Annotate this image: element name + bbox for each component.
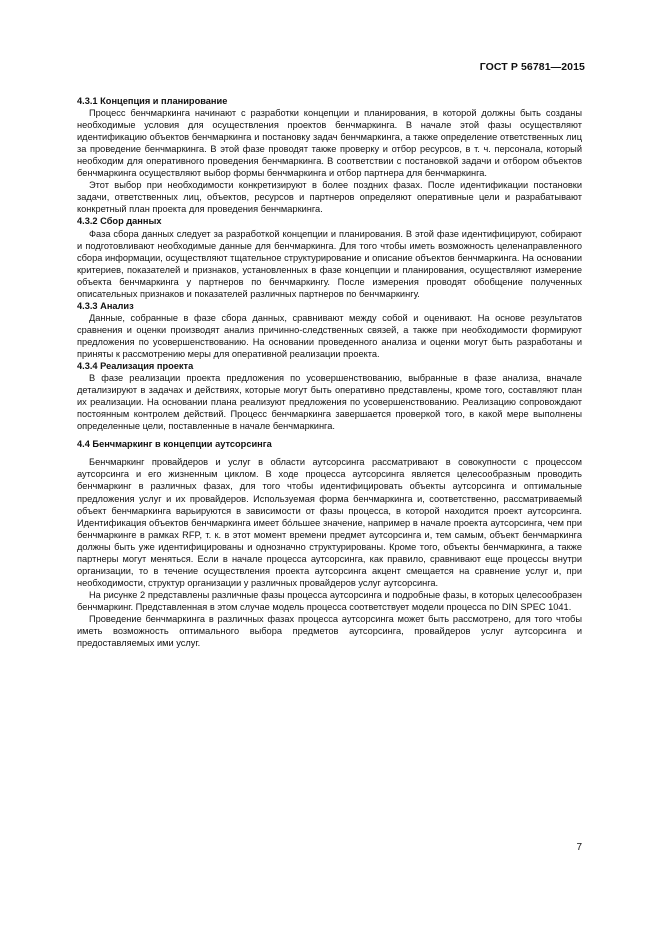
page-content	[77, 95, 582, 649]
paragraph: Фаза сбора данных следует за разработкой концепции и планирования. В этой фазе идентифицируют, собирают и подготовливают необходимые данные для бенчмаркинга. Для того чтобы иметь возможность целенаправленного сбора информации, осуществляют тщательное структурирование и описание объектов бенчмаркинга. На основании критериев, показателей и признаков, установленных в фазе концепции и планирования, осуществляют измерение объекта бенчмаркинга у партнеров по бенчмаркингу. После измерения проводят обобщение полученных описательных признаков и показателей различных партнеров по бенчмаркингу.	[77, 228, 582, 299]
paragraph: На рисунке 2 представлены различные фазы процесса аутсорсинга и подробные фазы, в которых целесообразен бенчмаркинг. Представленная в этом случае модель процесса соответствует модели процесса по DIN SPEC 1041.	[77, 589, 582, 612]
paragraph: Процесс бенчмаркинга начинают с разработки концепции и планирования, в которой должны быть созданы необходимые условия для осуществления проектов бенчмаркинга. В начале этой фазы осуществляют идентификацию объектов бенчмаркинга и постановку задач бенчмаркинга, а также определение ответственных лиц за проведение бенчмаркинга. В этой фазе проводят также проверку и отбор ресурсов, в т. ч. персонала, который необходим для оперативного проведения бенчмаркинга. В соответствии с постановкой задачи и отбором объектов бенчмаркинга осуществляют выбор формы бенчмаркинга и отбор партнера для бенчмаркинга.	[77, 108, 582, 179]
standard-number: ГОСТ Р 56781—2015	[479, 61, 585, 73]
section-heading-4-3-2: 4.3.2 Сбор данных	[77, 216, 162, 227]
paragraph: Проведение бенчмаркинга в различных фазах процесса аутсорсинга может быть рассмотрено, для того чтобы иметь возможность оптимального выбора предметов аутсорсинга, провайдеров услуг аутсорсинга и предоставляемых ими услуг.	[77, 613, 582, 649]
section-heading-4-3-3: 4.3.3 Анализ	[77, 300, 134, 311]
paragraph: Этот выбор при необходимости конкретизируют в более поздних фазах. После идентификации постановки задачи, ответственных лиц, объектов, ресурсов и партнеров определяют оперативные цели и разрабатывают конкретный план проекта для проведения бенчмаркинга.	[77, 180, 582, 215]
section-heading-4-4: 4.4 Бенчмаркинг в концепции аутсорсинга	[77, 439, 272, 450]
paragraph: Бенчмаркинг провайдеров и услуг в области аутсорсинга рассматривают в совокупности с процессом аутсорсинга и его жизненным циклом. В ходе процесса аутсорсинга является целесообразным проводить бенчмаркинг в различных фазах, для того чтобы идентифицировать объекты аутсорсинга и оптимальные предложения услуг и их провайдеров. Используемая форма бенчмаркинга и, соответственно, рассматриваемый объект бенчмаркинга варьируются в зависимости от фазы процесса, в которой находится проект аутсорсинга. Идентификация объектов бенчмаркинга имеет бо́льшее значение, например в начале проекта аутсорсинга, чем при бенчмаркинге в рамках RFP, т. к. в этот момент времени предмет аутсорсинга и, тем самым, объект бенчмаркинга должны быть уже идентифицированы и однозначно структурированы. Кроме того, объекты бенчмаркинга, а также партнеры могут меняться. Если в начале процесса аутсорсинга, как правило, сравнивают еще процессы внутри организации, то в течение осуществления проекта аутсорсинга акцент смещается на сравнение услуг и, при необходимости, структур организации у различных провайдеров услуг аутсорсинга.	[77, 457, 582, 588]
paragraph: Данные, собранные в фазе сбора данных, сравнивают между собой и оценивают. На основе результатов сравнения и оценки производят анализ причинно-следственных связей, а также при необходимости формируют предложения по усовершенствованию. На основании проведенного анализа и оценки могут быть разработаны и приняты к рассмотрению меры для оперативной реализации проекта.	[77, 312, 582, 359]
section-heading-4-3-4: 4.3.4 Реализация проекта	[77, 361, 194, 372]
page-number: 7	[576, 842, 582, 853]
paragraph: В фазе реализации проекта предложения по усовершенствованию, выбранные в фазе анализа, вначале детализируют в задачах и действиях, которые могут быть оперативно представлены, кроме того, составляют план их реализации. На основании плана реализуют предложения по усовершенствованию. Реализацию сопровождают постоянным контролем действий. Процесс бенчмаркинга завершается проверкой того, в какой мере выполнены определенные цели, поставленные в начале бенчмаркинга.	[77, 373, 582, 432]
section-heading-4-3-1: 4.3.1 Концепция и планирование	[77, 96, 228, 106]
